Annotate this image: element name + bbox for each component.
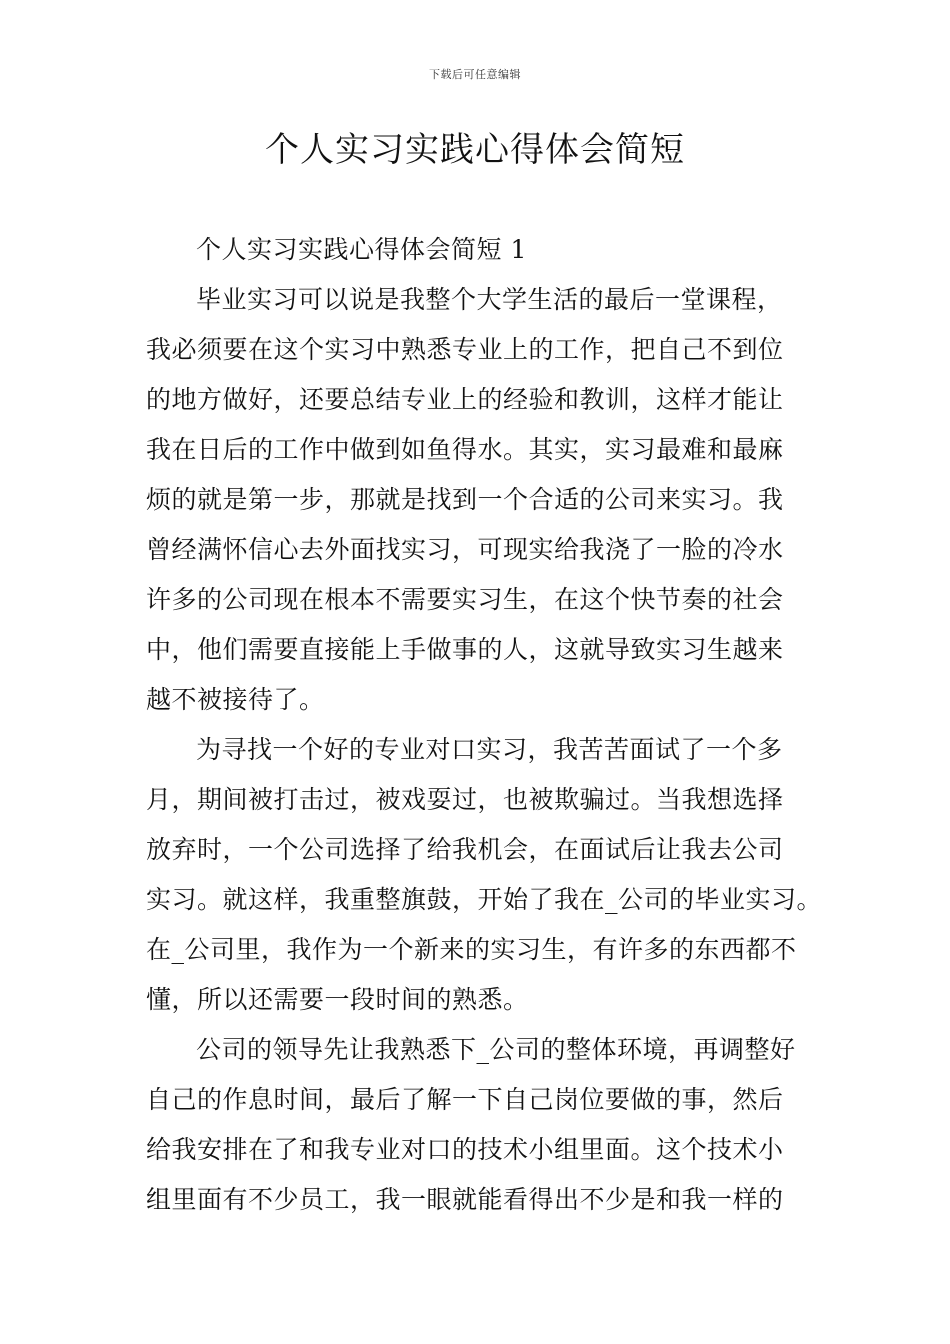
paragraph-line: 我在日后的工作中做到如鱼得水。其实，实习最难和最麻: [146, 435, 784, 464]
paragraph-line: 组里面有不少员工，我一眼就能看得出不少是和我一样的: [146, 1185, 784, 1214]
document-title: 个人实习实践心得体会简短: [265, 130, 685, 170]
paragraph-line: 实习。就这样，我重整旗鼓，开始了我在_公司的毕业实习。: [146, 885, 823, 914]
section-heading: 个人实习实践心得体会简短 1: [196, 235, 527, 264]
paragraph-line: 曾经满怀信心去外面找实习，可现实给我浇了一脸的冷水: [146, 535, 784, 564]
paragraph-line: 在_公司里，我作为一个新来的实习生，有许多的东西都不: [146, 935, 797, 964]
paragraph-line: 给我安排在了和我专业对口的技术小组里面。这个技术小: [146, 1135, 784, 1164]
paragraph-line: 自己的作息时间，最后了解一下自己岗位要做的事，然后: [146, 1085, 784, 1114]
paragraph-line: 放弃时，一个公司选择了给我机会，在面试后让我去公司: [146, 835, 784, 864]
paragraph-line: 我必须要在这个实习中熟悉专业上的工作，把自己不到位: [146, 335, 784, 364]
paragraph-line: 月，期间被打击过，被戏耍过，也被欺骗过。当我想选择: [146, 785, 784, 814]
paragraph-line: 懂，所以还需要一段时间的熟悉。: [146, 985, 529, 1014]
paragraph-line: 中，他们需要直接能上手做事的人，这就导致实习生越来: [146, 635, 784, 664]
header-note: 下载后可任意编辑: [429, 68, 521, 81]
paragraph-line: 烦的就是第一步，那就是找到一个合适的公司来实习。我: [146, 485, 784, 514]
paragraph-line: 公司的领导先让我熟悉下_公司的整体环境，再调整好: [196, 1035, 796, 1064]
document-body: [146, 225, 823, 1225]
paragraph-line: 许多的公司现在根本不需要实习生，在这个快节奏的社会: [146, 585, 784, 614]
paragraph-line: 越不被接待了。: [146, 685, 325, 714]
paragraph-line: 毕业实习可以说是我整个大学生活的最后一堂课程，: [196, 285, 783, 314]
paragraph-line: 的地方做好，还要总结专业上的经验和教训，这样才能让: [146, 385, 784, 414]
paragraph-line: 为寻找一个好的专业对口实习，我苦苦面试了一个多: [196, 735, 783, 764]
